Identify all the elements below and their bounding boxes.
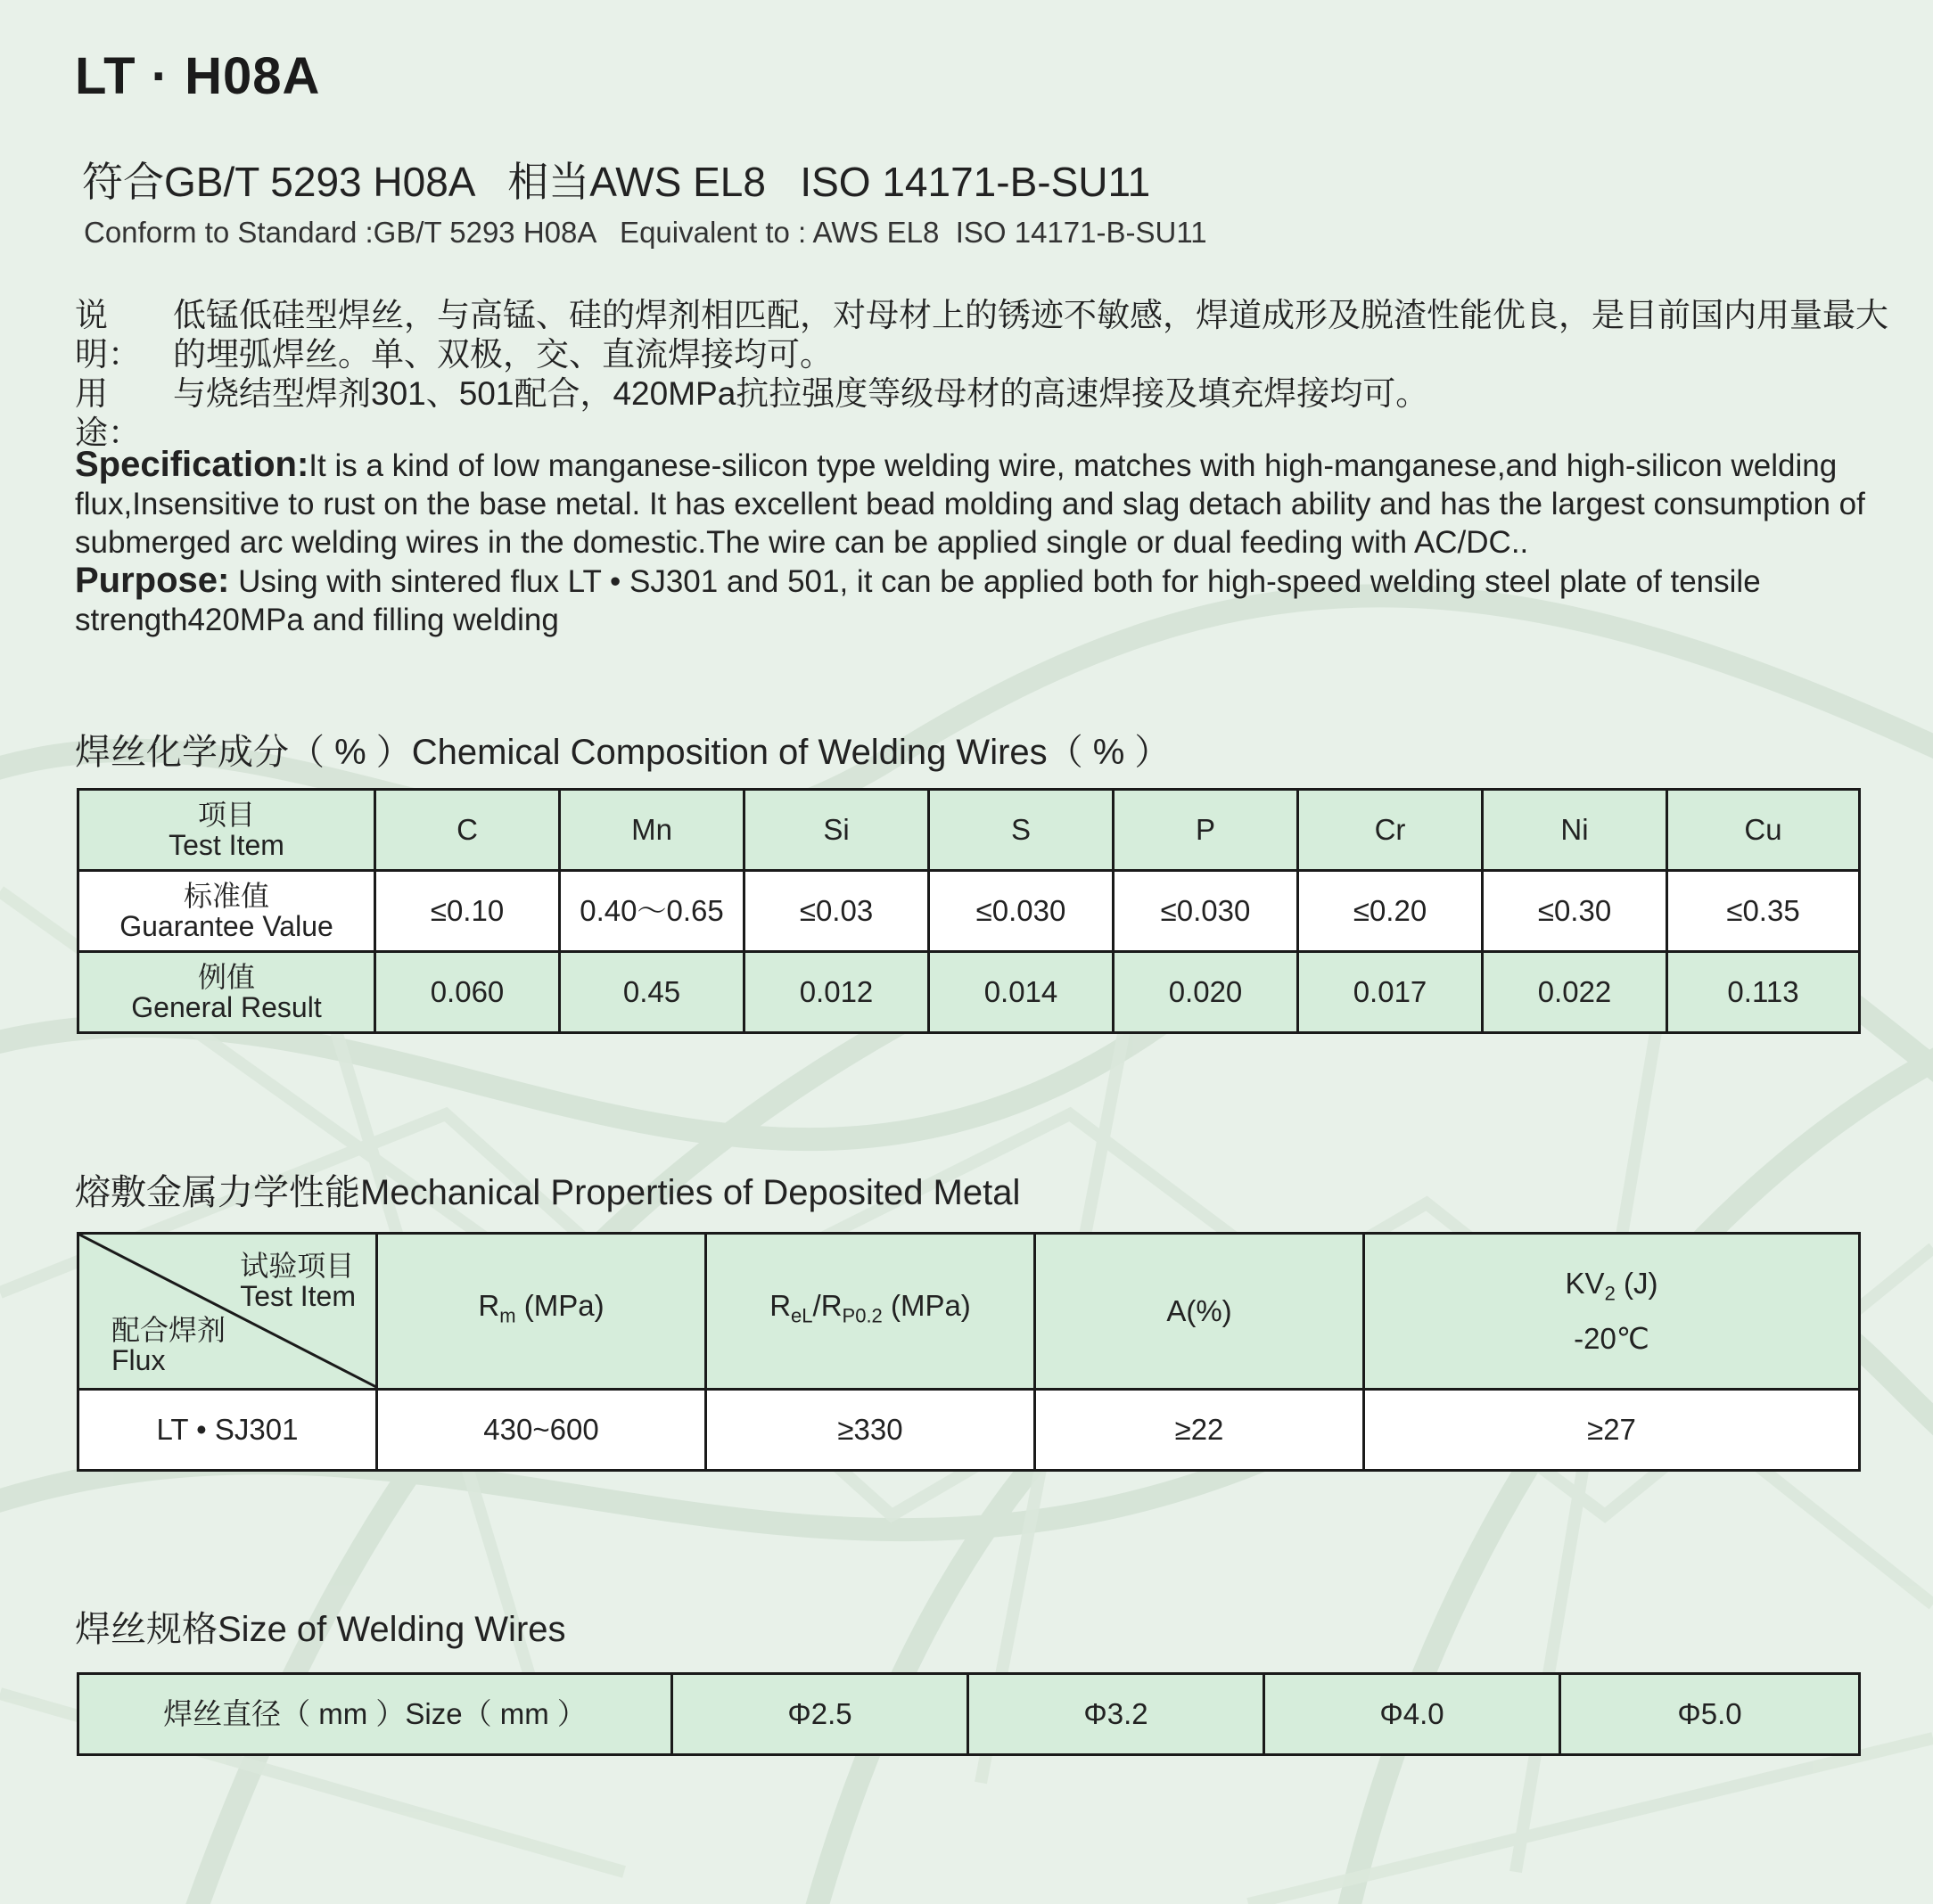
table-cell: 0.45	[560, 952, 744, 1033]
corner-header-cell	[78, 1234, 377, 1390]
element-header: C	[375, 790, 560, 871]
chemical-heading: 焊丝化学成分（ % ）Chemical Composition of Welding Wires（ % ）	[75, 733, 1171, 772]
element-header: Si	[744, 790, 929, 871]
specification-text: It is a kind of low manganese-silicon type welding wire, matches with high-manganese,and high-silicon welding flux,Insensitive to rust on the base metal. It has excellent bead molding and slag detach ability and has the largest consumption of submerged arc welding wires in the domestic.The wire can be applied single or dual feeding with AC/DC..	[75, 448, 1865, 560]
size-value: Φ3.2	[968, 1674, 1264, 1755]
table-cell: 0.020	[1114, 952, 1298, 1033]
element-header: P	[1114, 790, 1298, 871]
element-header: S	[929, 790, 1114, 871]
standard-en: Conform to Standard :GB/T 5293 H08A Equivalent to : AWS EL8 ISO 14171-B-SU11	[84, 216, 1207, 249]
purpose-text-cn: 与烧结型焊剂301、501配合，420MPa抗拉强度等级母材的高速焊接及填充焊接均可。	[173, 375, 1429, 412]
table-cell: ≤0.030	[1114, 871, 1298, 952]
standard-cn: 符合GB/T 5293 H08A 相当AWS EL8 ISO 14171-B-SU11	[82, 159, 1151, 205]
row-label: 例值 General Result	[78, 952, 375, 1033]
table-cell: 430~600	[377, 1390, 706, 1471]
element-header: Cr	[1298, 790, 1483, 871]
specification-en	[75, 446, 1894, 639]
purpose-label-cn: 用途：	[75, 375, 141, 451]
table-cell: ≥330	[706, 1390, 1035, 1471]
table-cell: ≤0.30	[1483, 871, 1667, 952]
table-cell: ≤0.030	[929, 871, 1114, 952]
element-header: Mn	[560, 790, 744, 871]
table-cell: ≥27	[1364, 1390, 1860, 1471]
table-cell: ≤0.20	[1298, 871, 1483, 952]
description-cn	[75, 296, 1894, 453]
table-cell: 0.022	[1483, 952, 1667, 1033]
impact-header: $KV_2$ (J) -20℃	[1364, 1234, 1860, 1390]
purpose-label: Purpose:	[75, 561, 230, 600]
corner-test-item: 试验项目 Test Item	[240, 1250, 356, 1312]
guarantee-row	[78, 871, 1860, 952]
element-header: Ni	[1483, 790, 1667, 871]
size-table	[77, 1672, 1861, 1756]
table-cell: 0.014	[929, 952, 1114, 1033]
general-result-row	[78, 952, 1860, 1033]
table-cell: ≤0.03	[744, 871, 929, 952]
row-label: 标准值 Guarantee Value	[78, 871, 375, 952]
size-value: Φ5.0	[1560, 1674, 1860, 1755]
size-row	[78, 1674, 1860, 1755]
table-cell: 0.012	[744, 952, 929, 1033]
mechanical-header-row	[78, 1234, 1860, 1390]
table-cell: 0.113	[1667, 952, 1860, 1033]
table-cell: 0.060	[375, 952, 560, 1033]
product-title: LT · H08A	[75, 47, 321, 105]
mechanical-data-row	[78, 1390, 1860, 1471]
rel-header: $R_{eL}/R_{P0.2}$ (MPa)	[706, 1234, 1035, 1390]
element-header: Cu	[1667, 790, 1860, 871]
mechanical-heading: 熔敷金属力学性能Mechanical Properties of Deposited Metal	[75, 1173, 1021, 1212]
flux-name: LT • SJ301	[78, 1390, 377, 1471]
table-cell: ≥22	[1035, 1390, 1364, 1471]
size-label: 焊丝直径（ mm ）Size（ mm ）	[78, 1674, 672, 1755]
size-heading: 焊丝规格Size of Welding Wires	[75, 1610, 566, 1649]
description-label: 说明：	[75, 297, 141, 373]
purpose-text: Using with sintered flux LT • SJ301 and 501, it can be applied both for high-speed welding steel plate of tensile strength420MPa and filling welding	[75, 564, 1761, 637]
header-test-item: 项目 Test Item	[78, 790, 375, 871]
corner-flux: 配合焊剂 Flux	[111, 1314, 226, 1376]
table-cell: 0.40～0.65	[560, 871, 744, 952]
mechanical-table	[77, 1232, 1861, 1472]
table-cell: ≤0.10	[375, 871, 560, 952]
description-text: 低锰低硅型焊丝，与高锰、硅的焊剂相匹配，对母材上的锈迹不敏感，焊道成形及脱渣性能优良，是目前国内用量最大的埋弧焊丝。单、双极，交、直流焊接均可。	[173, 297, 1888, 373]
rm-header: $R_m$ (MPa)	[377, 1234, 706, 1390]
size-value: Φ4.0	[1264, 1674, 1560, 1755]
table-cell: ≤0.35	[1667, 871, 1860, 952]
chemical-table	[77, 788, 1861, 1034]
size-value: Φ2.5	[672, 1674, 968, 1755]
elongation-header: A(%)	[1035, 1234, 1364, 1390]
specification-label: Specification:	[75, 445, 309, 484]
table-cell: 0.017	[1298, 952, 1483, 1033]
chemical-header-row	[78, 790, 1860, 871]
